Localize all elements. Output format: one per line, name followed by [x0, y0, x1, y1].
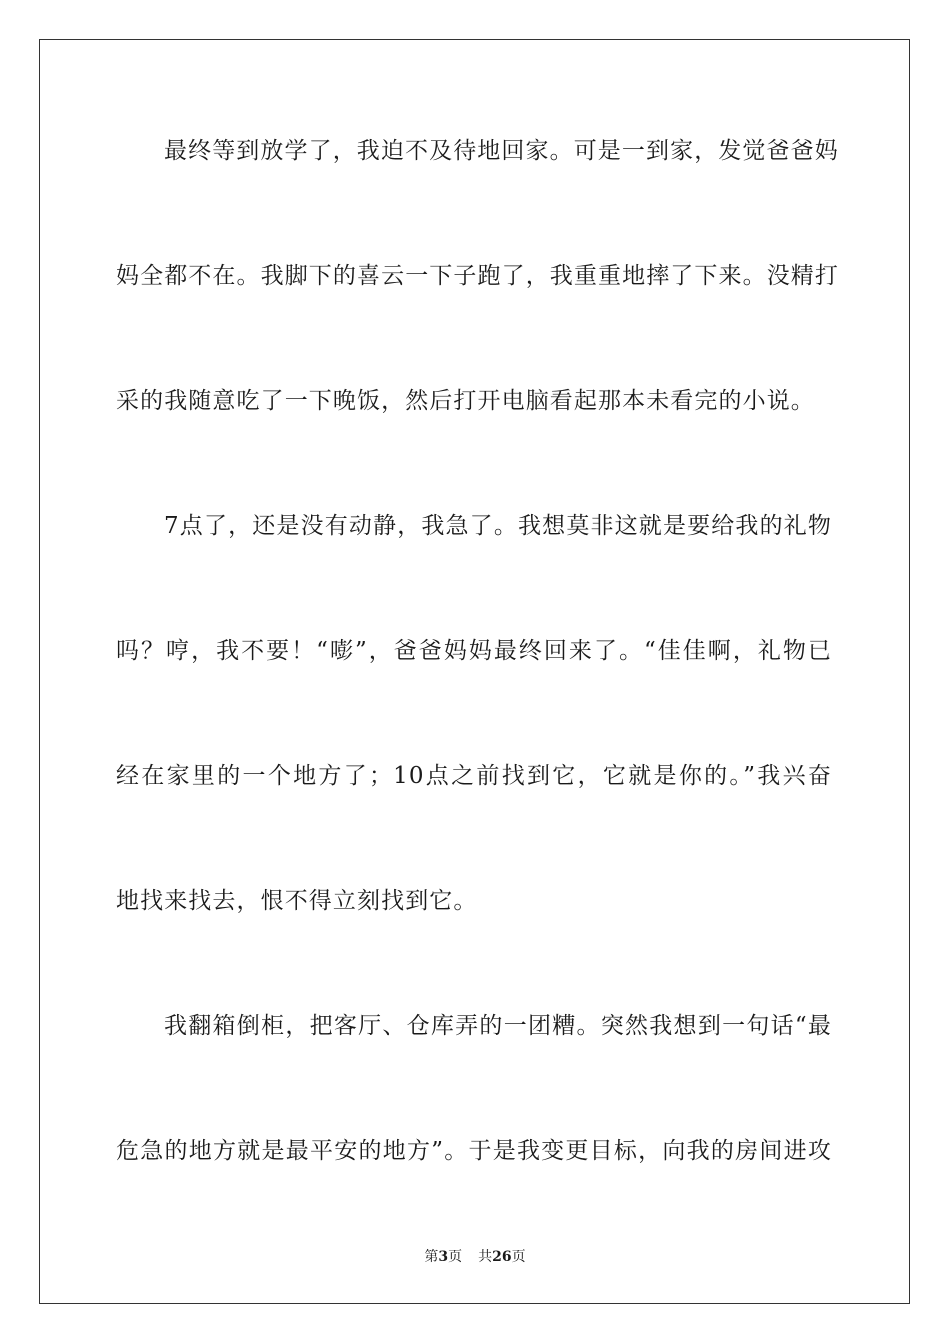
page-footer — [0, 1248, 950, 1266]
page-border — [39, 39, 910, 1304]
footer-page-prefix: 第 — [424, 1249, 439, 1265]
paragraph-1-line-3: 采的我随意吃了一下晚饭，然后打开电脑看起那本未看完的小说。 — [116, 388, 815, 414]
paragraph-3-line-2: 危急的地方就是最平安的地方”。于是我变更目标，向我的房间进攻 — [116, 1138, 832, 1164]
footer-page-number: 3 — [438, 1249, 449, 1265]
paragraph-1-line-2: 妈全都不在。我脚下的喜云一下子跑了，我重重地摔了下来。没精打 — [116, 263, 839, 289]
footer-page-suffix: 页 — [448, 1249, 463, 1265]
footer-total-prefix: 共 — [478, 1249, 493, 1265]
paragraph-2-line-3: 经在家里的一个地方了；10点之前找到它，它就是你的。”我兴奋 — [116, 763, 832, 789]
paragraph-3-line-1: 我翻箱倒柜，把客厅、仓库弄的一团糟。突然我想到一句话“最 — [164, 1013, 832, 1039]
paragraph-2-line-4: 地找来找去，恨不得立刻找到它。 — [116, 888, 478, 914]
footer-total-pages: 26 — [492, 1249, 512, 1265]
paragraph-2-line-1: 7点了，还是没有动静，我急了。我想莫非这就是要给我的礼物 — [164, 513, 832, 539]
paragraph-1-line-1: 最终等到放学了，我迫不及待地回家。可是一到家，发觉爸爸妈 — [164, 138, 839, 164]
footer-total-suffix: 页 — [511, 1249, 526, 1265]
paragraph-2-line-2: 吗？哼，我不要！“嘭”，爸爸妈妈最终回来了。“佳佳啊，礼物已 — [116, 638, 832, 664]
